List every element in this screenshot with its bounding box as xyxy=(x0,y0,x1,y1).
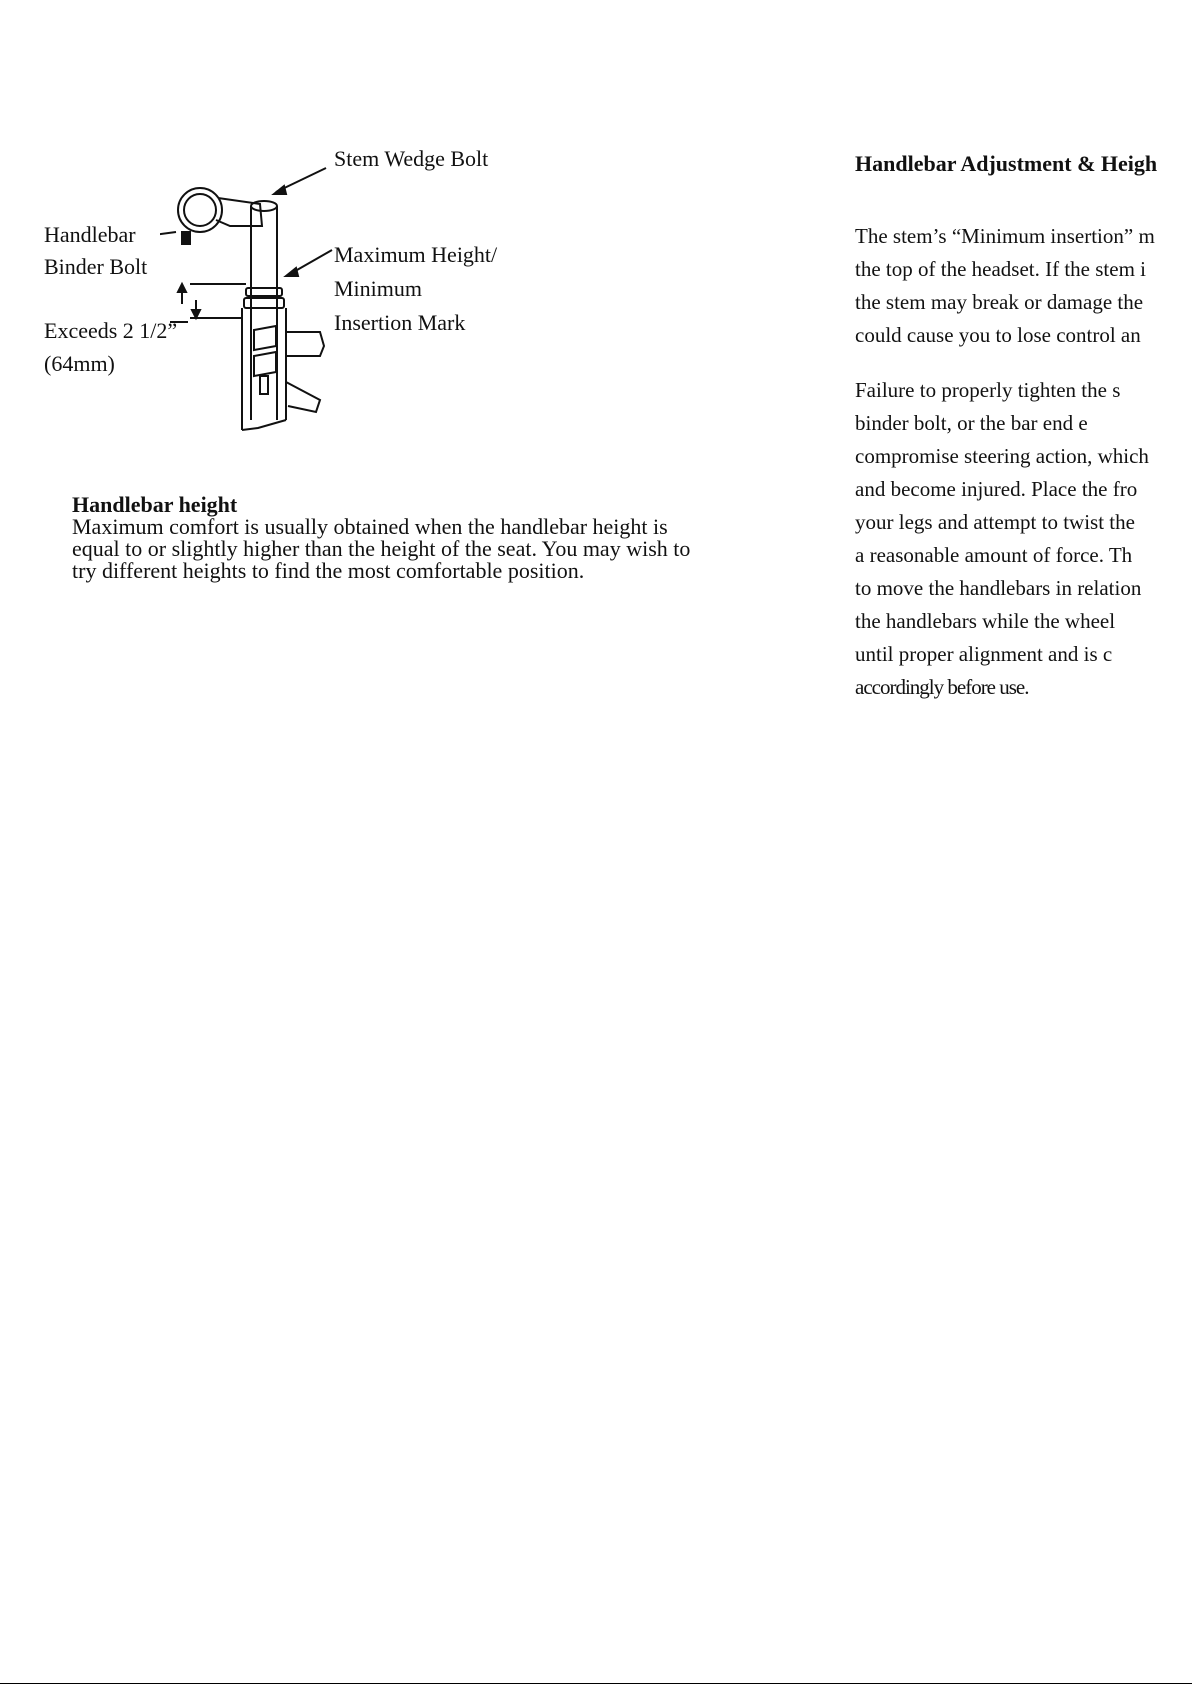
section-title: Handlebar Adjustment & Heigh xyxy=(855,151,1158,176)
p1-line-1: The stem’s “Minimum insertion” m xyxy=(855,224,1155,248)
paragraph-2 xyxy=(855,374,1192,704)
p2-line-8: the handlebars while the wheel xyxy=(855,609,1116,633)
stem-diagram xyxy=(160,150,360,440)
p2-line-3: compromise steering action, which xyxy=(855,444,1149,468)
arrow-head xyxy=(274,186,286,194)
note-heading: Handlebar height xyxy=(72,492,238,517)
p2-line-2: binder bolt, or the bar end e xyxy=(855,411,1088,435)
label-max-height-line1: Maximum Height/ xyxy=(334,242,498,267)
label-stem-wedge-bolt: Stem Wedge Bolt xyxy=(334,146,489,171)
p1-line-3: the stem may break or damage the xyxy=(855,290,1144,314)
p2-line-4: and become injured. Place the fro xyxy=(855,477,1138,501)
label-handlebar-line1: Handlebar xyxy=(44,222,136,247)
p2-line-7: to move the handlebars in relation xyxy=(855,576,1142,600)
note-line-3: try different heights to find the most comfortable position. xyxy=(72,558,585,583)
p2-line-9: until proper alignment and is c xyxy=(855,642,1113,666)
wedge xyxy=(254,326,276,350)
p1-line-2: the top of the headset. If the stem i xyxy=(855,257,1146,281)
p2-line-6: a reasonable amount of force. Th xyxy=(855,543,1133,567)
binder-bolt xyxy=(182,232,190,244)
p2-line-5: your legs and attempt to twist the xyxy=(855,510,1135,534)
note-line-1: Maximum comfort is usually obtained when the handlebar height is xyxy=(72,514,668,539)
label-max-height-line3: Insertion Mark xyxy=(334,310,466,335)
page-bottom-rule xyxy=(0,1683,1192,1684)
label-handlebar-line2: Binder Bolt xyxy=(44,254,148,279)
p2-line-1: Failure to properly tighten the s xyxy=(855,378,1121,402)
p2-line-10: accordingly before use. xyxy=(855,675,1029,699)
label-max-height-line2: Minimum xyxy=(334,276,423,301)
handlebar-height-note xyxy=(72,494,772,582)
paragraph-1 xyxy=(855,220,1192,352)
label-exceeds-line2: (64mm) xyxy=(44,351,115,376)
label-exceeds-line1: Exceeds 2 1/2” xyxy=(44,318,178,343)
note-line-2: equal to or slightly higher than the height of the seat. You may wish to xyxy=(72,536,691,561)
p1-line-4: could cause you to lose control an xyxy=(855,323,1141,347)
